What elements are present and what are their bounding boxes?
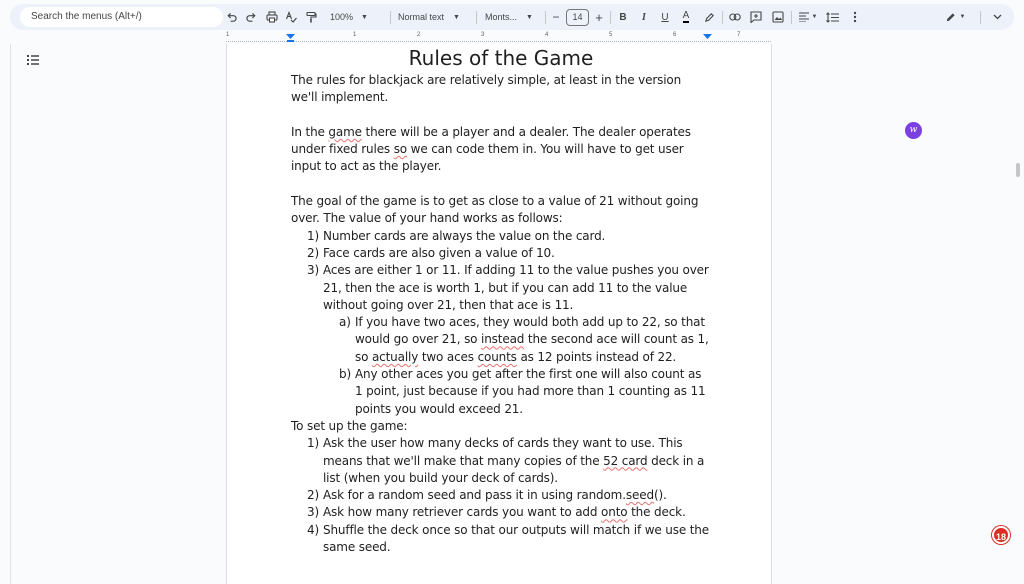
italic-button[interactable]: I <box>642 11 646 23</box>
ruler-mark: 5 <box>609 32 613 38</box>
ruler-mark: 4 <box>545 32 549 38</box>
highlight-icon[interactable] <box>702 4 716 30</box>
spelling-flag: instead <box>481 332 525 347</box>
spelling-flag: seed <box>625 488 654 503</box>
sub-list-item: b) Any other aces you get after the first one will also count as 1 point, just because if you had more than 1 counting as 11 points you would exceed 21. <box>339 367 706 416</box>
spelling-flag: so <box>393 142 407 157</box>
separator <box>476 11 477 24</box>
setup-heading: To set up the game: <box>291 418 408 433</box>
align-select[interactable] <box>796 4 820 30</box>
caret-down-icon: ▼ <box>361 13 368 21</box>
link-icon[interactable] <box>728 4 742 30</box>
ruler-mark: 2 <box>417 32 421 38</box>
caret-down-icon: ▼ <box>526 13 533 21</box>
list-item: 1) Ask the user how many decks of cards they want to use. This means that we'll make that many copies of the 52 card deck in a list (when you build your deck of cards). <box>307 436 705 485</box>
insert-image-icon[interactable] <box>771 4 785 30</box>
font-size-value: 14 <box>566 9 589 26</box>
add-comment-icon[interactable] <box>749 4 763 30</box>
list-item: 3) Ask how many retriever cards you want to add onto the deck. <box>307 505 686 520</box>
ruler-line <box>226 41 771 42</box>
decrease-font-size-button[interactable]: − <box>552 10 560 24</box>
list-item: 3) Aces are either 1 or 11. If adding 11 to the value pushes you over 21, then the ace is worth 1, but if you can add 11 to the value without going over 21, then that ace is 11. <box>307 263 709 312</box>
print-icon[interactable] <box>265 4 279 30</box>
zoom-value: 100% <box>330 12 354 22</box>
list-item: 4) Shuffle the deck once so that our outputs will match if we use the same seed. <box>307 522 709 555</box>
intro-paragraph: The rules for blackjack are relatively simple, at least in the version we'll implement. <box>291 73 682 105</box>
search-menus-input[interactable]: Search the menus (Alt+/) <box>20 7 223 27</box>
paragraph-style-select[interactable] <box>398 4 470 30</box>
line-spacing-icon[interactable] <box>824 4 840 30</box>
editing-mode-select[interactable] <box>940 4 970 30</box>
paragraph-style-value: Normal text <box>398 12 445 22</box>
sub-list-item: a) If you have two aces, they would both add up to 22, so that would go over 21, so instead the second ace will count as 1, so actually two aces counts as 12 points instead of 22. <box>339 315 709 364</box>
ruler-mark: 7 <box>737 32 741 38</box>
ruler-mark: 6 <box>673 32 677 38</box>
players-paragraph: In the game there will be a player and a dealer. The dealer operates under fixed rules so we can code them in. You will have to get user input to act as the player. <box>291 124 691 174</box>
caret-down-icon: ▼ <box>959 14 966 20</box>
separator <box>980 11 981 24</box>
spelling-flag: 52 card <box>603 453 648 468</box>
right-indent-marker[interactable] <box>703 34 712 40</box>
document-title: Rules of the Game <box>408 46 594 70</box>
increase-font-size-button[interactable]: + <box>595 9 603 25</box>
spelling-flag: counts <box>477 349 517 364</box>
separator <box>791 11 792 24</box>
paint-format-icon[interactable] <box>304 4 318 30</box>
separator <box>545 11 546 24</box>
font-value: Monts... <box>485 12 518 22</box>
separator <box>722 11 723 24</box>
zoom-select[interactable] <box>330 4 378 30</box>
undo-icon[interactable] <box>224 4 238 30</box>
left-indent-marker[interactable] <box>286 34 295 42</box>
scrollbar-thumb[interactable] <box>1016 163 1020 177</box>
document-body[interactable] <box>291 44 711 556</box>
caret-down-icon: ▼ <box>453 13 460 21</box>
caret-down-icon: ▼ <box>811 14 818 20</box>
ruler-mark: 1 <box>226 32 230 38</box>
horizontal-ruler[interactable] <box>226 32 771 44</box>
redo-icon[interactable] <box>244 4 258 30</box>
collapse-toolbar-icon[interactable] <box>988 4 1006 30</box>
extension-badge-icon[interactable]: w <box>905 122 922 139</box>
spellcheck-icon[interactable] <box>284 4 298 30</box>
list-item: 2) Face cards are also given a value of 10. <box>307 245 555 260</box>
text-color-button[interactable] <box>679 4 693 30</box>
document-outline-icon[interactable] <box>24 52 44 70</box>
toolbar <box>10 4 1014 30</box>
ruler-mark: 3 <box>481 32 485 38</box>
goal-paragraph: The goal of the game is to get as close to a value of 21 without going over. The value of your hand works as follows: <box>291 194 699 226</box>
spelling-flag: actually <box>371 349 419 364</box>
left-panel-divider <box>10 44 11 584</box>
separator <box>610 11 611 24</box>
spelling-flag: onto <box>601 505 628 520</box>
list-item: 1) Number cards are always the value on the card. <box>307 228 606 243</box>
notification-count-badge[interactable]: 18 <box>992 526 1010 544</box>
separator <box>390 11 391 24</box>
text-color-label: A <box>682 10 690 21</box>
list-item: 2) Ask for a random seed and pass it in using random.seed(). <box>307 488 667 503</box>
font-select[interactable] <box>485 4 541 30</box>
more-options-icon[interactable] <box>848 4 862 30</box>
font-size-input[interactable] <box>566 4 589 30</box>
bold-button[interactable]: B <box>619 11 627 23</box>
ruler-mark: 1 <box>353 32 357 38</box>
spelling-flag: game <box>328 124 362 139</box>
underline-button[interactable]: U <box>661 11 669 23</box>
